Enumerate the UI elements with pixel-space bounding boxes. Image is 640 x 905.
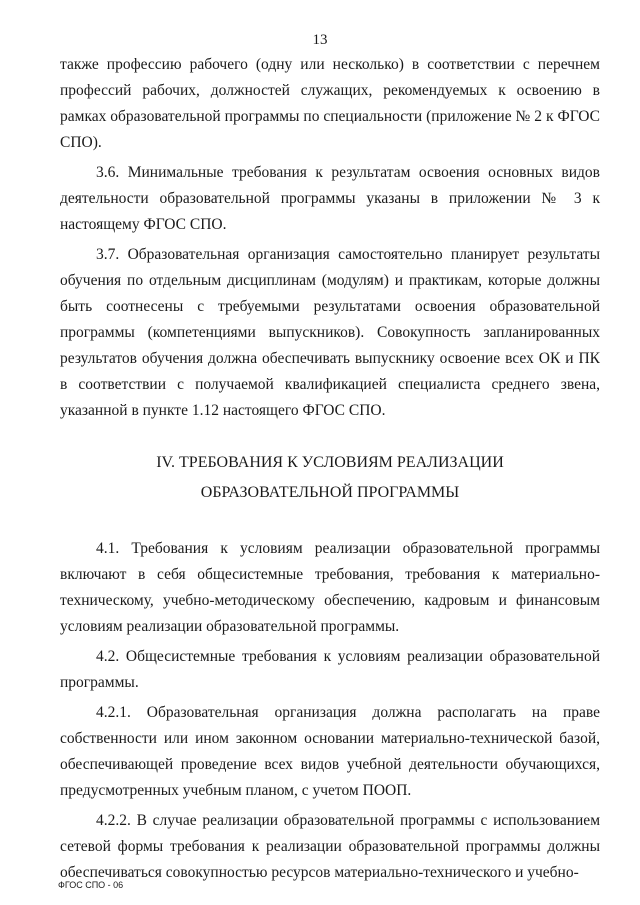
footer-code: ФГОС СПО - 06 — [58, 880, 124, 890]
paragraph-continuation: также профессию рабочего (одну или несколько) в соответствии с перечнем профессий рабочих, должностей служащих, рекомендуемых к освоению в рамках образовательной программы по специальности (приложение № 2 к ФГОС СПО). — [60, 56, 600, 151]
paragraph-4-2-2: 4.2.2. В случае реализации образовательной программы с использованием сетевой формы требования к реализации образовательной программы должны обеспечиваться совокупностью ресурсов материально-технического и учебно- — [60, 812, 600, 881]
section-heading-line-2: ОБРАЗОВАТЕЛЬНОЙ ПРОГРАММЫ — [200, 484, 460, 501]
section-heading-line-1: IV. ТРЕБОВАНИЯ К УСЛОВИЯМ РЕАЛИЗАЦИИ — [156, 454, 504, 471]
page-number: 13 — [312, 32, 328, 48]
paragraph-4-2-1: 4.2.1. Образовательная организация должна располагать на праве собственности или ином законном основании материально-технической базой, обеспечивающей проведение всех видов учебной деятельности обучающихся, предусмотренных учебным планом, с учетом ПООП. — [60, 704, 600, 799]
document-body — [60, 52, 600, 890]
paragraph-4-2: 4.2. Общесистемные требования к условиям реализации образовательной программы. — [60, 648, 600, 691]
paragraph-3-6: 3.6. Минимальные требования к результатам освоения основных видов деятельности образовательной программы указаны в приложении № 3 к настоящему ФГОС СПО. — [60, 164, 600, 233]
paragraph-4-1: 4.1. Требования к условиям реализации образовательной программы включают в себя общесистемные требования, требования к материально-техническому, учебно-методическому обеспечению, кадровым и финансовым условиям реализации образовательной программы. — [60, 540, 600, 635]
paragraph-3-7: 3.7. Образовательная организация самостоятельно планирует результаты обучения по отдельным дисциплинам (модулям) и практикам, которые должны быть соотнесены с требуемыми результатами освоения образовательной программы (компетенциями выпускников). Совокупность запланированных результатов обучения должна обеспечивать выпускнику освоение всех ОК и ПК в соответствии с получаемой квалификацией специалиста среднего звена, указанной в пункте 1.12 настоящего ФГОС СПО. — [60, 246, 600, 419]
section-heading — [60, 448, 600, 508]
